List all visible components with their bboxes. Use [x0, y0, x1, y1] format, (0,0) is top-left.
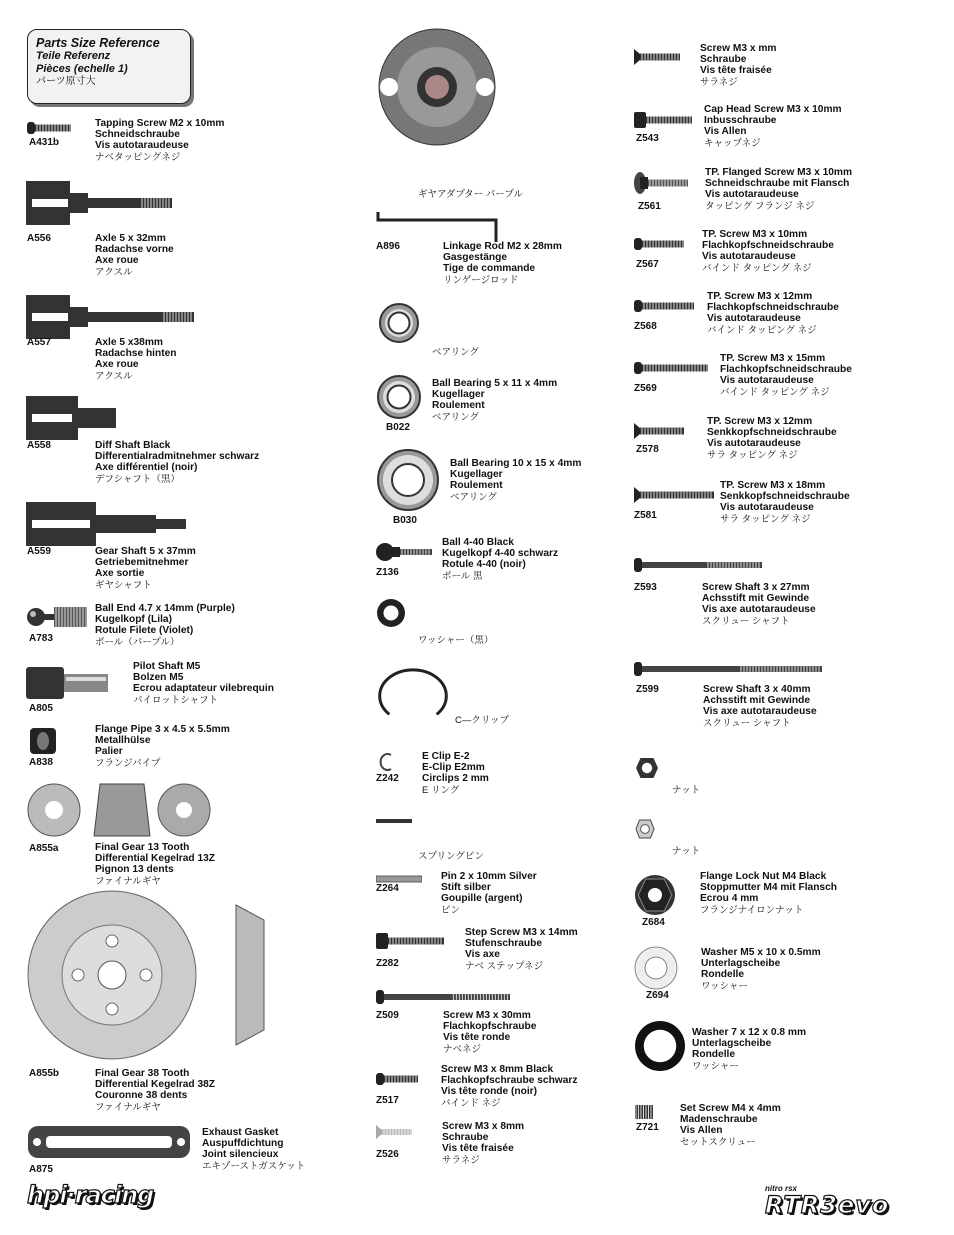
a556-part-code: A556 [27, 233, 51, 244]
part-13-part-image [378, 302, 420, 349]
description-japanese: ファイナルギヤ [95, 875, 161, 887]
description-line: Vis axe autotaraudeuse [703, 706, 817, 718]
description-line: Gasgestänge [443, 252, 507, 264]
description-line: Vis autotaraudeuse [705, 189, 799, 201]
part-40-part-description [692, 1027, 806, 1072]
header-title-fr: Pièces (echelle 1) [36, 63, 128, 75]
b030-part-code: B030 [393, 515, 417, 526]
part-26-part-image [634, 44, 682, 75]
description-japanese: ギヤシャフト [95, 579, 152, 591]
description-line: Schneidschraube [95, 129, 180, 141]
description-line: Stift silber [441, 882, 491, 894]
part-37-japanese-label: ナット [672, 846, 701, 857]
description-line: Vis tête fraisée [700, 65, 772, 77]
a805-part-code: A805 [29, 703, 53, 714]
description-line: Screw Shaft 3 x 40mm [703, 684, 811, 695]
description-japanese: リンゲージロッド [443, 274, 519, 286]
description-line: Vis autotaraudeuse [707, 313, 801, 325]
description-line: Achsstift mit Gewinde [702, 593, 809, 605]
description-japanese: ワッシャー [692, 1060, 739, 1072]
description-line: Screw Shaft 3 x 27mm [702, 582, 810, 593]
description-line: Differential Kegelrad 13Z [95, 853, 216, 865]
description-line: Vis autotaraudeuse [720, 502, 814, 514]
description-line: Set Screw M4 x 4mm [680, 1103, 781, 1114]
description-line: Screw M3 x 30mm [443, 1010, 531, 1021]
description-line: Pilot Shaft M5 [133, 661, 201, 672]
logo-subtitle: nitro rsx [765, 1184, 798, 1193]
description-line: Rotule 4-40 (noir) [442, 559, 526, 571]
a896-part-code: A896 [376, 241, 400, 252]
a558-part-description [95, 440, 259, 485]
description-japanese: ベアリング [450, 491, 497, 503]
z282-part-code: Z282 [376, 958, 399, 969]
description-japanese: フランジパイプ [95, 757, 161, 769]
description-line: Vis Allen [680, 1125, 723, 1137]
description-line: Stufenschraube [465, 938, 542, 950]
z543-part-description [704, 104, 842, 149]
z593-part-description [702, 582, 816, 627]
a431b-part-description [95, 118, 224, 163]
part-18-japanese-label: C―クリップ [455, 715, 509, 726]
a896-part-description [443, 241, 562, 286]
description-japanese: ナベタッピングネジ [95, 151, 181, 163]
description-japanese: バインド タッピング ネジ [702, 262, 812, 274]
description-line: TP. Screw M3 x 10mm [702, 229, 808, 240]
description-line: Roulement [432, 400, 485, 412]
description-line: Axe différentiel (noir) [95, 462, 198, 474]
a875-part-code: A875 [29, 1164, 53, 1175]
description-line: Axle 5 x 32mm [95, 233, 166, 244]
z517-part-description [441, 1064, 577, 1109]
a783-part-description [95, 603, 235, 648]
b022-part-description [432, 378, 557, 423]
description-line: Schraube [700, 54, 747, 66]
description-line: Unterlagscheibe [692, 1038, 772, 1050]
a855b-part-description [95, 1068, 215, 1113]
z581-part-code: Z581 [634, 510, 657, 521]
description-line: Stoppmutter M4 mit Flansch [700, 882, 837, 894]
part-26-part-description [700, 43, 776, 88]
description-line: Bolzen M5 [133, 672, 184, 684]
description-line: Schraube [442, 1132, 489, 1144]
description-line: Vis axe [465, 949, 500, 961]
part-37-part-image [634, 818, 656, 845]
description-line: Madenschraube [680, 1114, 758, 1126]
description-line: Screw M3 x mm [700, 43, 777, 54]
description-japanese: バインド タッピング ネジ [720, 386, 830, 398]
z136-part-description [442, 537, 558, 582]
part-17-part-image [376, 598, 406, 633]
description-line: Washer M5 x 10 x 0.5mm [701, 947, 821, 958]
description-line: Tapping Screw M2 x 10mm [95, 118, 225, 129]
z694-part-code: Z694 [646, 990, 669, 1001]
z282-part-description [465, 927, 578, 972]
z567-part-description [702, 229, 834, 274]
description-line: Vis autotaraudeuse [702, 251, 796, 263]
z509-part-code: Z509 [376, 1010, 399, 1021]
description-line: Joint silencieux [202, 1149, 279, 1161]
description-line: Exhaust Gasket [202, 1127, 279, 1138]
description-line: TP. Screw M3 x 12mm [707, 291, 813, 302]
description-line: Flachkopfschneidschraube [702, 240, 834, 252]
description-line: Couronne 38 dents [95, 1090, 188, 1102]
description-line: Vis autotaraudeuse [95, 140, 189, 152]
description-line: Pignon 13 dents [95, 864, 174, 876]
z561-part-image [634, 167, 690, 204]
description-line: Flachkopfschneidschraube [720, 364, 852, 376]
a875-part-image [26, 1122, 192, 1167]
description-japanese: パイロットシャフト [133, 694, 219, 706]
description-line: Schneidschraube mit Flansch [705, 178, 850, 190]
description-line: Vis autotaraudeuse [707, 438, 801, 450]
part-11-part-image [376, 27, 498, 152]
description-line: Kugellager [450, 469, 503, 481]
description-line: Senkkopfschneidschraube [720, 491, 850, 503]
z569-part-description [720, 353, 852, 398]
description-line: Ecrou 4 mm [700, 893, 759, 905]
header-title: Parts Size Reference [36, 36, 160, 50]
z568-part-code: Z568 [634, 321, 657, 332]
description-japanese: タッピング フランジ ネジ [705, 200, 815, 212]
z264-part-code: Z264 [376, 883, 399, 894]
description-line: Roulement [450, 480, 503, 492]
description-line: Step Screw M3 x 14mm [465, 927, 578, 938]
description-line: Linkage Rod M2 x 28mm [443, 241, 562, 252]
description-line: Diff Shaft Black [95, 440, 171, 451]
description-line: Vis tête ronde (noir) [441, 1086, 538, 1098]
z526-part-code: Z526 [376, 1149, 399, 1160]
z526-part-image [376, 1122, 414, 1147]
description-japanese: スクリュー シャフト [702, 615, 790, 627]
part-20-part-image [376, 812, 412, 830]
description-japanese: アクスル [95, 266, 133, 278]
z694-part-description [701, 947, 821, 992]
a855b-part-image [26, 890, 266, 1065]
z694-part-image [634, 946, 678, 995]
b030-part-description [450, 458, 581, 503]
a559-part-description [95, 546, 196, 591]
description-line: Screw M3 x 8mm [442, 1121, 525, 1132]
description-japanese: E リング [422, 784, 460, 796]
description-line: Ball 4-40 Black [442, 537, 514, 548]
description-line: Circlips 2 mm [422, 773, 489, 785]
description-line: Palier [95, 746, 123, 758]
description-line: Getriebemitnehmer [95, 557, 189, 569]
part-40-part-image [634, 1020, 686, 1077]
z721-part-description [680, 1103, 781, 1148]
description-japanese: ベアリング [432, 411, 479, 423]
rtr3evo-logo [765, 1184, 927, 1217]
z543-part-code: Z543 [636, 133, 659, 144]
description-japanese: ワッシャー [701, 980, 748, 992]
header-title-de: Teile Referenz [36, 50, 111, 62]
description-japanese: アクスル [95, 370, 133, 382]
description-line: Washer 7 x 12 x 0.8 mm [692, 1027, 807, 1038]
part-13-japanese-label: ベアリング [432, 347, 479, 358]
description-line: Kugelkopf (Lila) [95, 614, 172, 626]
description-line: TP. Flanged Screw M3 x 10mm [705, 167, 853, 178]
description-japanese: ナベ ステップネジ [465, 960, 544, 972]
description-japanese: ナベネジ [443, 1043, 482, 1055]
description-line: Vis tête fraisée [442, 1143, 514, 1155]
description-line: Senkkopfschneidschraube [707, 427, 837, 439]
description-japanese: デフシャフト（黒） [95, 473, 180, 485]
part-11-japanese-label: ギヤアダプター パープル [418, 189, 523, 200]
description-line: Final Gear 13 Tooth [95, 842, 190, 853]
description-line: Unterlagscheibe [701, 958, 781, 970]
description-line: Tige de commande [443, 263, 536, 275]
z517-part-code: Z517 [376, 1095, 399, 1106]
description-line: Final Gear 38 Tooth [95, 1068, 190, 1079]
a855b-part-code: A855b [29, 1068, 60, 1079]
description-line: Flange Pipe 3 x 4.5 x 5.5mm [95, 724, 230, 735]
description-japanese: サラ タッピング ネジ [707, 449, 798, 461]
description-japanese: バインド ネジ [441, 1097, 501, 1109]
description-japanese: サラネジ [442, 1154, 480, 1166]
z599-part-description [703, 684, 817, 729]
a805-part-description [133, 661, 274, 706]
description-japanese: ボール 黒 [442, 570, 483, 582]
description-line: TP. Screw M3 x 15mm [720, 353, 826, 364]
description-japanese: キャップネジ [704, 137, 761, 149]
description-japanese: バインド タッピング ネジ [707, 324, 817, 336]
z569-part-code: Z569 [634, 383, 657, 394]
description-line: Inbusschraube [704, 115, 777, 127]
description-line: Metallhülse [95, 735, 151, 747]
description-japanese: スクリュー シャフト [703, 717, 791, 729]
z684-part-image [634, 874, 676, 921]
z517-part-image [376, 1066, 420, 1097]
z242-part-description [422, 751, 489, 796]
hpi-racing-logo: hpi·racing [27, 1181, 154, 1209]
a557-part-code: A557 [27, 337, 51, 348]
a855a-part-image [26, 780, 214, 845]
description-line: Rondelle [701, 969, 745, 981]
a783-part-image [26, 603, 90, 636]
z561-part-description [705, 167, 852, 212]
part-36-part-image [634, 756, 660, 785]
part-17-japanese-label: ワッシャー（黒） [418, 635, 494, 646]
description-line: Axe sortie [95, 568, 145, 580]
description-line: TP. Screw M3 x 12mm [707, 416, 813, 427]
a855a-part-description [95, 842, 215, 887]
description-japanese: ファイナルギヤ [95, 1101, 161, 1113]
z578-part-code: Z578 [636, 444, 659, 455]
z242-part-code: Z242 [376, 773, 399, 784]
b022-part-image [376, 374, 422, 425]
description-line: Screw M3 x 8mm Black [441, 1064, 554, 1075]
description-line: Axe roue [95, 359, 139, 371]
description-line: TP. Screw M3 x 18mm [720, 480, 826, 491]
a875-part-description [202, 1127, 305, 1172]
description-line: E Clip E-2 [422, 751, 470, 762]
description-line: Goupille (argent) [441, 893, 523, 905]
z721-part-code: Z721 [636, 1122, 659, 1133]
description-line: Vis axe autotaraudeuse [702, 604, 816, 616]
z684-part-description [700, 871, 837, 916]
a556-part-description [95, 233, 174, 278]
part-36-japanese-label: ナット [672, 785, 701, 796]
z568-part-description [707, 291, 839, 336]
z578-part-description [707, 416, 837, 461]
z526-part-description [442, 1121, 524, 1166]
description-line: Achsstift mit Gewinde [703, 695, 810, 707]
z136-part-code: Z136 [376, 567, 399, 578]
description-line: E-Clip E2mm [422, 762, 485, 774]
z684-part-code: Z684 [642, 917, 665, 928]
description-line: Flachkopfschneidschraube [707, 302, 839, 314]
description-line: Cap Head Screw M3 x 10mm [704, 104, 842, 115]
description-line: Flachkopfschraube schwarz [441, 1075, 578, 1087]
description-japanese: セットスクリュー [680, 1136, 756, 1148]
description-line: Flange Lock Nut M4 Black [700, 871, 827, 882]
description-line: Vis tête ronde [443, 1032, 511, 1044]
z282-part-image [376, 928, 446, 959]
parts-size-reference-header [27, 29, 191, 104]
a838-part-code: A838 [29, 757, 53, 768]
description-line: Rotule Filete (Violet) [95, 625, 194, 637]
description-line: Radachse hinten [95, 348, 177, 360]
description-japanese: ピン [441, 904, 461, 916]
description-line: Radachse vorne [95, 244, 174, 256]
a558-part-code: A558 [27, 440, 51, 451]
description-line: Axe roue [95, 255, 139, 267]
description-line: Differentialradmitnehmer schwarz [95, 451, 260, 463]
description-line: Ball Bearing 10 x 15 x 4mm [450, 458, 582, 469]
description-line: Ball Bearing 5 x 11 x 4mm [432, 378, 558, 389]
a557-part-description [95, 337, 177, 382]
description-line: Auspuffdichtung [202, 1138, 284, 1150]
header-title-jp: パーツ原寸大 [36, 76, 96, 87]
z581-part-description [720, 480, 850, 525]
a559-part-code: A559 [27, 546, 51, 557]
description-japanese: サラネジ [700, 76, 738, 88]
description-line: Pin 2 x 10mm Silver [441, 871, 537, 882]
description-japanese: フランジナイロンナット [700, 904, 804, 916]
part-20-japanese-label: スプリングピン [418, 851, 484, 862]
description-line: Kugelkopf 4-40 schwarz [442, 548, 559, 560]
z264-part-description [441, 871, 537, 916]
description-japanese: エキゾーストガスケット [202, 1160, 306, 1172]
description-line: Ecrou adaptateur vilebrequin [133, 683, 274, 695]
description-line: Rondelle [692, 1049, 736, 1061]
description-line: Differential Kegelrad 38Z [95, 1079, 216, 1091]
a783-part-code: A783 [29, 633, 53, 644]
logo-title: RTR3evo [765, 1191, 890, 1219]
description-line: Vis autotaraudeuse [720, 375, 814, 387]
b030-part-image [376, 448, 440, 517]
z509-part-description [443, 1010, 536, 1055]
a855a-part-code: A855a [29, 843, 59, 854]
part-18-part-image [376, 665, 450, 728]
a556-part-image [26, 178, 172, 233]
a838-part-description [95, 724, 230, 769]
description-line: Gear Shaft 5 x 37mm [95, 546, 196, 557]
description-line: Kugellager [432, 389, 485, 401]
z593-part-code: Z593 [634, 582, 657, 593]
description-line: Axle 5 x38mm [95, 337, 163, 348]
z599-part-code: Z599 [636, 684, 659, 695]
b022-part-code: B022 [386, 422, 410, 433]
description-japanese: サラ タッピング ネジ [720, 513, 811, 525]
description-line: Ball End 4.7 x 14mm (Purple) [95, 603, 235, 614]
a431b-part-code: A431b [29, 137, 60, 148]
description-japanese: ボール（パープル） [95, 636, 180, 648]
description-line: Vis Allen [704, 126, 747, 138]
description-line: Flachkopfschraube [443, 1021, 537, 1033]
z567-part-code: Z567 [636, 259, 659, 270]
z561-part-code: Z561 [638, 201, 661, 212]
